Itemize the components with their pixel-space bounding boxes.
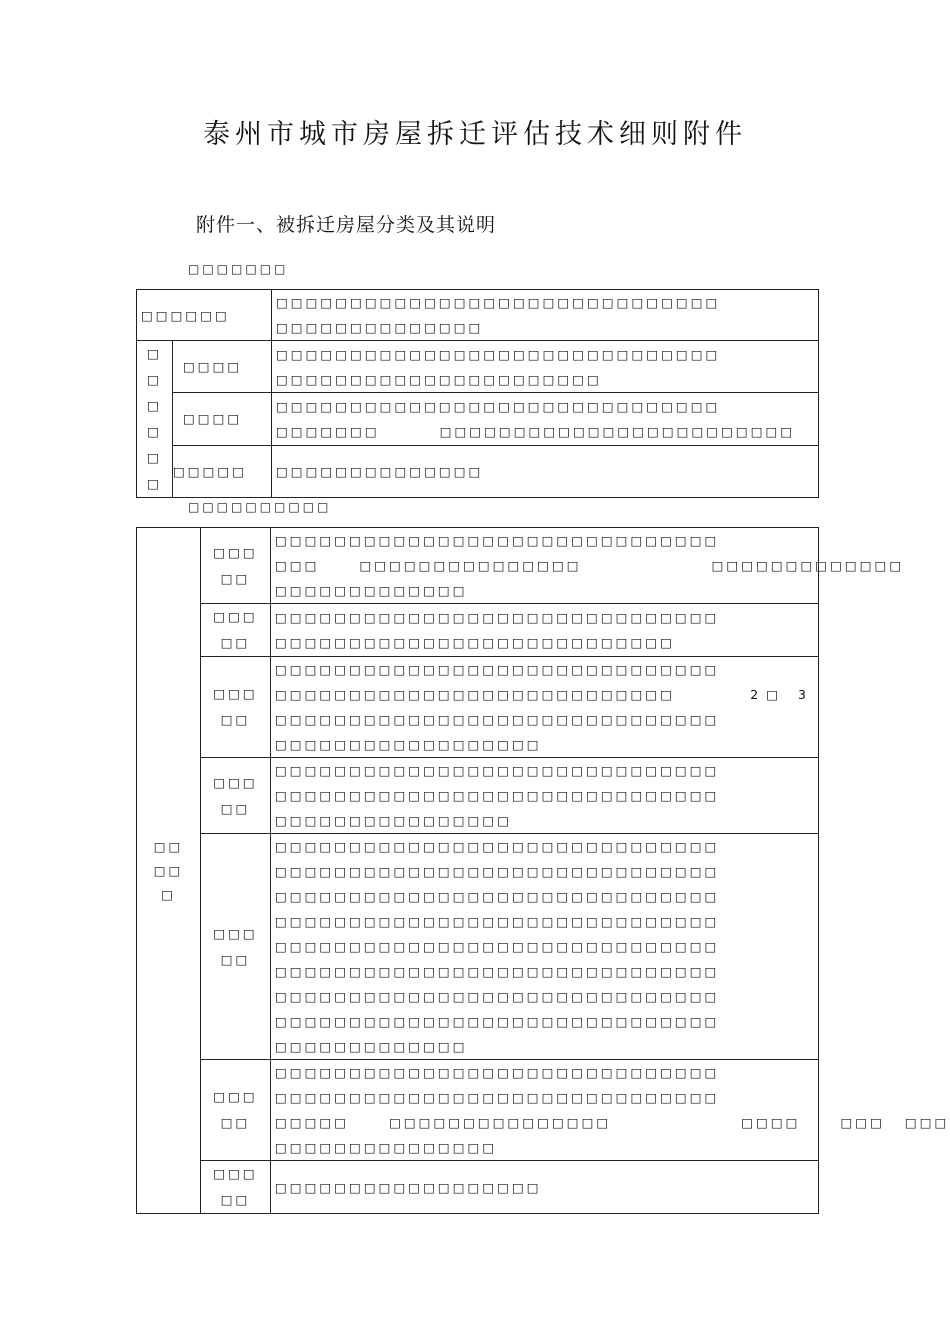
table2-row-label: □□□ □□ (201, 528, 271, 604)
table2-note: 2□ 3 (750, 687, 814, 702)
table2-row-label: □□□ □□ (201, 604, 271, 657)
table2-row-label: □□□ □□ (201, 657, 271, 758)
table1-row-description: □□□□□□□□□□□□□□□□□□□□□□□□□□□□□□ □□□□□□□□□□□□□□□□□□□□□□ (272, 341, 819, 393)
table1-row-label: □□□□ (173, 341, 272, 393)
table2-row-description: □□□□□□□□□□□□□□□□□□ (271, 1161, 819, 1214)
table1-row-description: □□□□□□□□□□□□□□□□□□□□□□□□□□□□□□ □□□□□□□ □□□□□□□□□□□□□□□□□□□□□□□□ (272, 393, 819, 445)
table1-row-label: □□□□□ (173, 445, 272, 497)
table2-row-description: □□□□□□□□□□□□□□□□□□□□□□□□□□□□□□ □□□□□□□□□□□□□□□□□□□□□□□□□□□ (271, 604, 819, 657)
table2-group-label: □□ □□ □ (137, 528, 201, 1214)
table2-caption: □□□□□□□□□□ (188, 500, 332, 514)
table2-row-description: □□□□□□□□□□□□□□□□□□□□□□□□□□□□□□ □□□□□□□□□□□□□□□□□□□□□□□□□□□ 2□ 3 □□□□□□□□□□□□□□□□□□□□□□□□□□□□□□ □□□□□□□□□□□□□□□□□□ (271, 657, 819, 758)
table2-row-label: □□□ □□ (201, 758, 271, 834)
table2-row-label: □□□ □□ (201, 1060, 271, 1161)
table1-row-description: □□□□□□□□□□□□□□□□□□□□□□□□□□□□□□ □□□□□□□□□□□□□□ (272, 290, 819, 341)
table2-row-label: □□□ □□ (201, 834, 271, 1060)
table1-group-label: □ □ □ □ □ □ (137, 341, 173, 498)
section-heading: 附件一、被拆迁房屋分类及其说明 (196, 214, 497, 236)
table2-row-description: □□□□□□□□□□□□□□□□□□□□□□□□□□□□□□ □□□□□□□□□□□□□□□□□□□□□□□□□□□□□□ □□□□□□□□□□□□□□□□ (271, 758, 819, 834)
classification-table-2 (136, 527, 950, 1214)
classification-table-1 (136, 289, 819, 498)
table2-row-label: □□□ □□ (201, 1161, 271, 1214)
table1-row-label: □□□□□□ (137, 290, 272, 341)
document-title: 泰州市城市房屋拆迁评估技术细则附件 (203, 119, 747, 150)
table2-row-description: □□□□□□□□□□□□□□□□□□□□□□□□□□□□□□ □□□□□□□□□□□□□□□□□□□□□□□□□□□□□□ □□□□□ □□□□□□□□□□□□□□□ □□□□ □□□ □□□ □□□□□□□□□□□□□□□ (271, 1060, 819, 1161)
table1-row-description: □□□□□□□□□□□□□□ (272, 445, 819, 497)
table2-row-description: □□□□□□□□□□□□□□□□□□□□□□□□□□□□□□ □□□ □□□□□□□□□□□□□□□ □□□□□□□□□□□□□ □□□□□□□□□□□□□ (271, 528, 819, 604)
table1-row-label: □□□□ (173, 393, 272, 445)
table2-row-description: □□□□□□□□□□□□□□□□□□□□□□□□□□□□□□ □□□□□□□□□□□□□□□□□□□□□□□□□□□□□□ □□□□□□□□□□□□□□□□□□□□□□□□□□□□□□ □□□□□□□□□□□□□□□□□□□□□□□□□□□□□□ □□□□□□□□□□□□□□□□□□□□□□□□□□□□□□ □□□□□□□□□□□□□□□□□□□□□□□□□□□□□□ □□□□□□□□□□□□□□□□□□□□□□□□□□□□□□ □□□□□□□□□□□□□□□□□□□□□□□□□□□□□□ □□□□□□□□□□□□□ (271, 834, 819, 1060)
table1-caption: □□□□□□□ (188, 262, 289, 276)
